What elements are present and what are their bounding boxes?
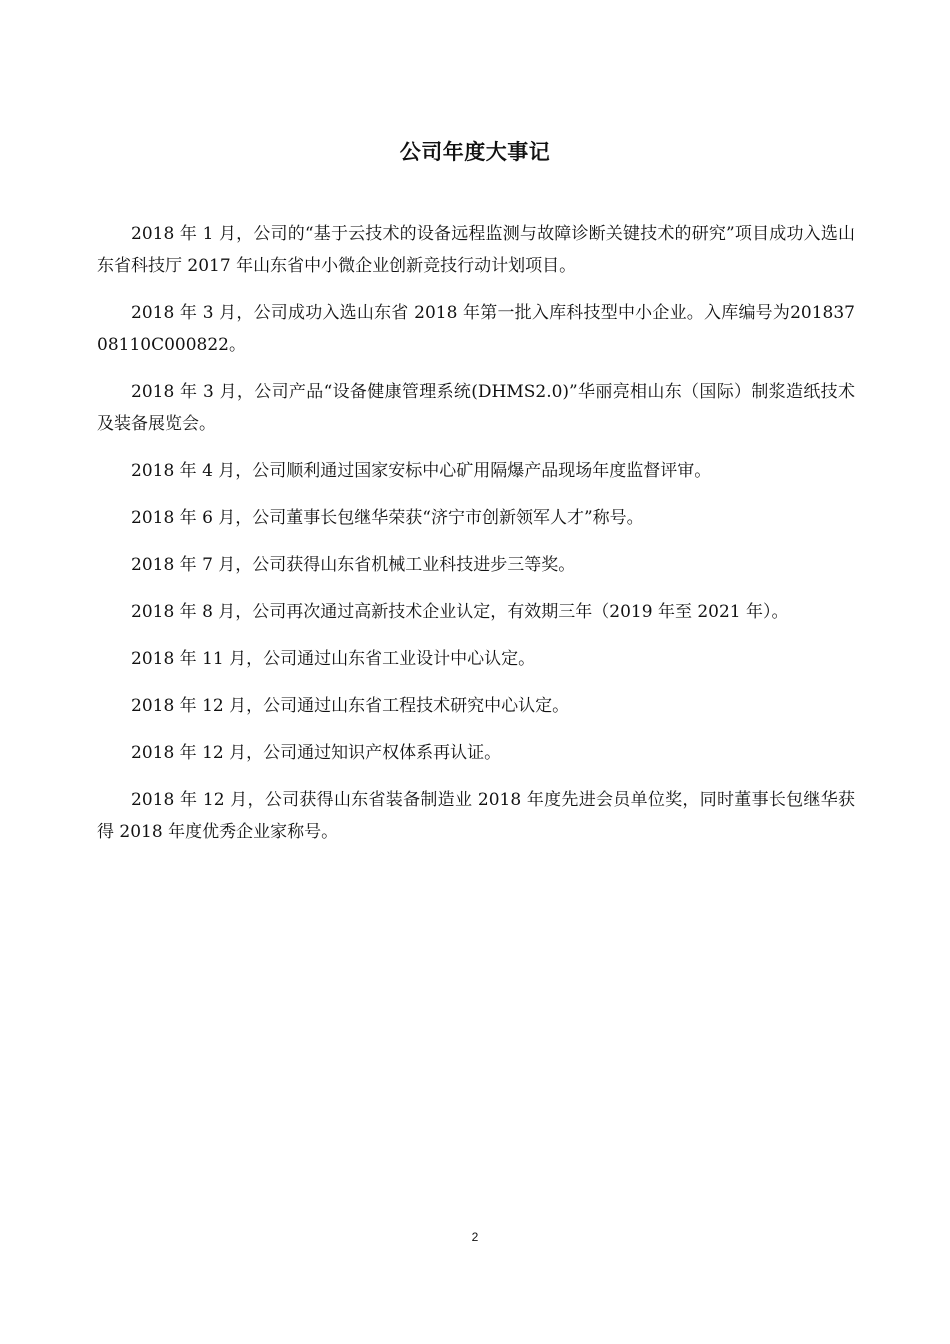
event-paragraph: 2018 年 8 月，公司再次通过高新技术企业认定，有效期三年（2019 年至 2021 年）。	[131, 602, 789, 622]
page-number: 2	[471, 1230, 479, 1244]
event-paragraph: 2018 年 4 月，公司顺利通过国家安标中心矿用隔爆产品现场年度监督评审。	[131, 461, 712, 481]
event-paragraph: 2018 年 12 月，公司获得山东省装备制造业 2018 年度先进会员单位奖，同时董事长包继华获得 2018 年度优秀企业家称号。	[97, 790, 855, 842]
event-paragraph: 2018 年 11 月，公司通过山东省工业设计中心认定。	[131, 649, 536, 669]
event-paragraph: 2018 年 12 月，公司通过知识产权体系再认证。	[131, 743, 502, 763]
event-paragraph: 2018 年 6 月，公司董事长包继华荣获“济宁市创新领军人才”称号。	[131, 508, 644, 528]
events-list	[97, 218, 855, 863]
event-paragraph: 2018 年 12 月，公司通过山东省工程技术研究中心认定。	[131, 696, 570, 716]
event-paragraph: 2018 年 3 月，公司产品“设备健康管理系统(DHMS2.0)”华丽亮相山东（国际）制浆造纸技术及装备展览会。	[97, 382, 855, 434]
event-paragraph: 2018 年 1 月，公司的“基于云技术的设备远程监测与故障诊断关键技术的研究”项目成功入选山东省科技厅 2017 年山东省中小微企业创新竞技行动计划项目。	[97, 224, 855, 276]
event-paragraph: 2018 年 3 月，公司成功入选山东省 2018 年第一批入库科技型中小企业。入库编号为20183708110C000822。	[97, 303, 855, 355]
event-paragraph: 2018 年 7 月，公司获得山东省机械工业科技进步三等奖。	[131, 555, 576, 575]
page-title: 公司年度大事记	[399, 140, 551, 164]
